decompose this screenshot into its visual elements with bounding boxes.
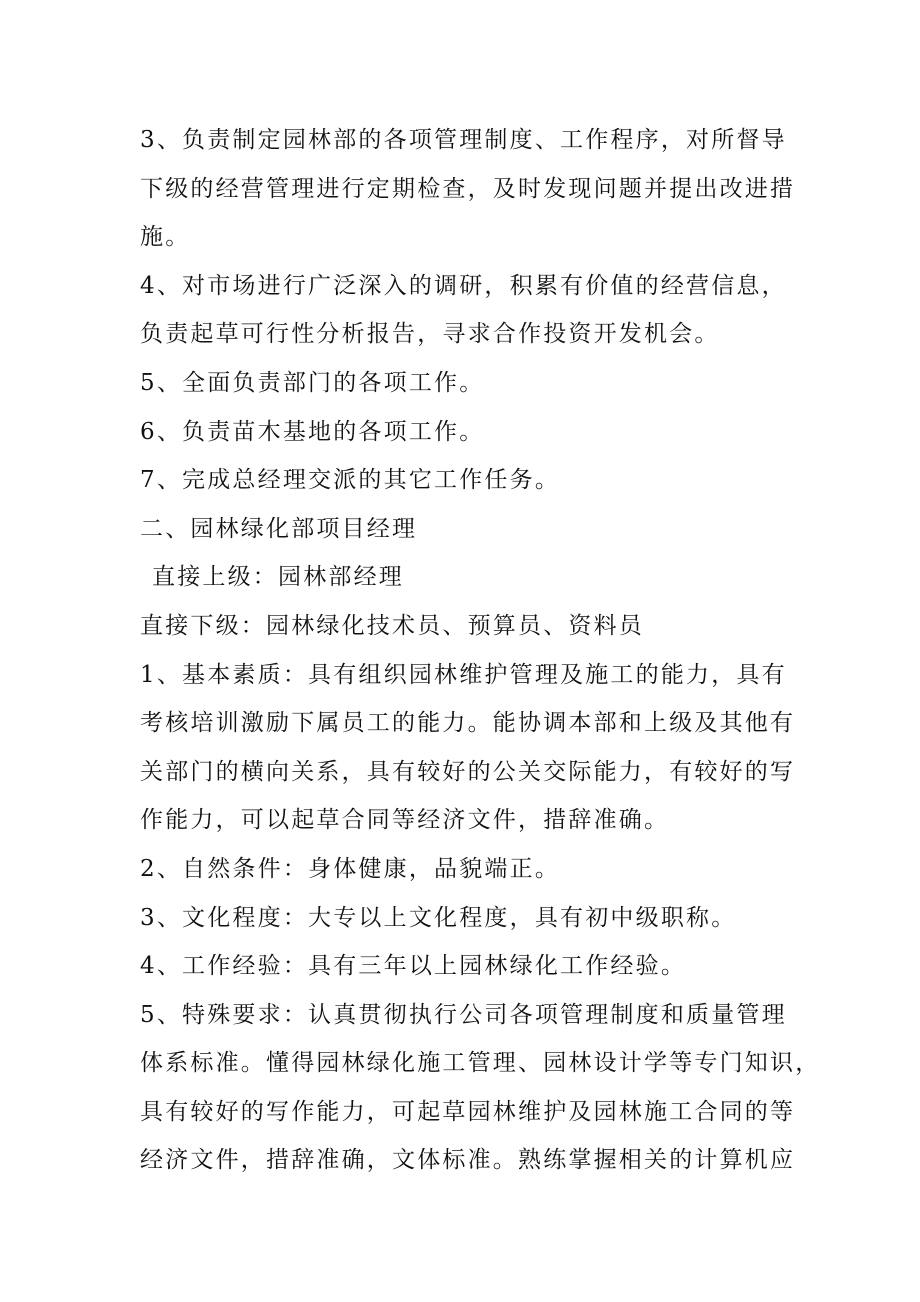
text-line: 3、文化程度：大专以上文化程度，具有初中级职称。 xyxy=(140,904,737,931)
text-line: 关部门的横向关系，具有较好的公关交际能力，有较好的写 xyxy=(140,758,796,785)
text-line: 直接上级：园林部经理 xyxy=(152,564,404,591)
text-line: 作能力，可以起草合同等经济文件，措辞准确。 xyxy=(140,807,670,834)
text-line: 经济文件，措辞准确，文体标准。熟练掌握相关的计算机应 xyxy=(140,1147,796,1174)
text-line: 考核培训激励下属员工的能力。能协调本部和上级及其他有 xyxy=(140,710,796,737)
text-line: 1、基本素质：具有组织园林维护管理及施工的能力，具有 xyxy=(140,661,787,688)
text-line: 负责起草可行性分析报告，寻求合作投资开发机会。 xyxy=(140,321,720,348)
text-line: 4、工作经验：具有三年以上园林绿化工作经验。 xyxy=(140,953,687,980)
text-line: 下级的经营管理进行定期检查，及时发现问题并提出改进措 xyxy=(140,175,796,202)
text-line: 具有较好的写作能力，可起草园林维护及园林施工合同的等 xyxy=(140,1098,796,1125)
text-line: 6、负责苗木基地的各项工作。 xyxy=(140,418,485,445)
text-line: 施。 xyxy=(140,224,191,251)
text-line: 2、自然条件：身体健康，品貌端正。 xyxy=(140,855,561,882)
text-line: 5、全面负责部门的各项工作。 xyxy=(140,369,485,396)
text-line: 体系标准。懂得园林绿化施工管理、园林设计学等专门知识， xyxy=(140,1050,821,1077)
text-line: 5、特殊要求：认真贯彻执行公司各项管理制度和质量管理 xyxy=(140,1001,787,1028)
text-line: 7、完成总经理交派的其它工作任务。 xyxy=(140,467,561,494)
text-line: 4、对市场进行广泛深入的调研，积累有价值的经营信息， xyxy=(140,272,787,299)
text-line: 直接下级：园林绿化技术员、预算员、资料员 xyxy=(140,612,644,639)
document-body xyxy=(140,116,821,1185)
section-heading: 二、园林绿化部项目经理 xyxy=(140,515,418,542)
text-line: 3、负责制定园林部的各项管理制度、工作程序，对所督导 xyxy=(140,127,787,153)
